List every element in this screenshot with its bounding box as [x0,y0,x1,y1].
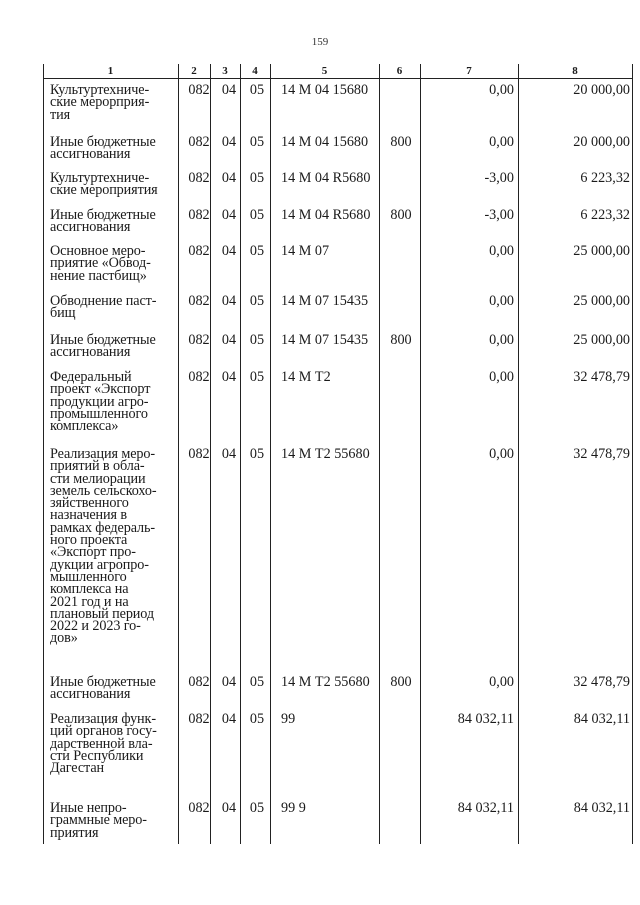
row-cell-c7: 84 032,11 [457,711,514,727]
row-cell-c7: 0,00 [489,134,514,150]
row-cell-c4: 05 [249,332,265,348]
row-cell-c7: 0,00 [489,369,514,385]
header-col-8: 8 [572,65,578,77]
row-cell-c2: 082 [188,134,210,150]
row-cell-c8: 32 478,79 [573,446,630,462]
table-body [43,64,633,844]
page-number: 159 [311,36,329,48]
row-cell-c7: 0,00 [489,293,514,309]
row-cell-c5: 14 М Т2 [281,369,331,385]
row-cell-c4: 05 [249,800,265,816]
row-cell-c5: 14 М 04 15680 [281,134,369,150]
row-cell-c2: 082 [188,711,210,727]
row-cell-c6: 800 [390,134,412,150]
row-cell-c5: 99 [281,711,296,727]
row-cell-c8: 20 000,00 [573,134,630,150]
row-cell-c3: 04 [221,446,237,462]
row-cell-c4: 05 [249,674,265,690]
row-cell-c5: 14 М 07 15435 [281,332,369,348]
row-cell-c3: 04 [221,674,237,690]
row-name-cell: Иные непро- граммные меро- приятия [50,800,147,841]
header-col-3: 3 [222,65,228,77]
row-cell-c8: 25 000,00 [573,243,630,259]
row-cell-c3: 04 [221,243,237,259]
row-name-cell: Культуртехниче- ские мерорприя- тия [50,82,150,123]
row-cell-c3: 04 [221,293,237,309]
row-cell-c5: 14 М 04 R5680 [281,207,371,223]
row-cell-c2: 082 [188,207,210,223]
row-cell-c2: 082 [188,446,210,462]
row-cell-c5: 14 М Т2 55680 [281,446,370,462]
row-cell-c3: 04 [221,207,237,223]
row-cell-c8: 25 000,00 [573,332,630,348]
row-cell-c3: 04 [221,800,237,816]
row-cell-c4: 05 [249,207,265,223]
row-name-cell: Иные бюджетные ассигнования [50,207,156,236]
row-cell-c3: 04 [221,711,237,727]
row-name-cell: Основное меро- приятие «Обвод- нение пастбищ» [50,243,151,284]
row-cell-c4: 05 [249,293,265,309]
row-cell-c2: 082 [188,332,210,348]
row-name-cell: Иные бюджетные ассигнования [50,674,156,703]
row-cell-c7: 0,00 [489,243,514,259]
row-cell-c2: 082 [188,170,210,186]
row-cell-c4: 05 [249,446,265,462]
row-cell-c5: 14 М 04 R5680 [281,170,371,186]
row-cell-c8: 6 223,32 [580,170,630,186]
row-cell-c3: 04 [221,134,237,150]
row-cell-c7: 84 032,11 [457,800,514,816]
row-name-cell: Реализация функ- ций органов госу- дарственной вла- сти Республики Дагестан [50,711,157,777]
row-name-cell: Реализация меро- приятий в обла- сти мелиорации земель сельскохо- зяйственного назначения в рамках федераль- ного проекта «Экспорт про- дукции агропро- мышленного комплекса на 2021 год и на плановый период 2022 и 2023 го- дов» [50,446,157,647]
row-cell-c3: 04 [221,369,237,385]
row-cell-c5: 14 М 07 15435 [281,293,369,309]
row-cell-c3: 04 [221,82,237,98]
header-col-7: 7 [466,65,472,77]
row-cell-c8: 20 000,00 [573,82,630,98]
row-cell-c8: 32 478,79 [573,369,630,385]
row-cell-c4: 05 [249,134,265,150]
header-col-6: 6 [396,65,403,77]
row-cell-c7: 0,00 [489,446,514,462]
row-cell-c5: 99 9 [281,800,306,816]
row-cell-c2: 082 [188,800,210,816]
row-cell-c2: 082 [188,674,210,690]
row-cell-c8: 84 032,11 [573,711,630,727]
row-cell-c4: 05 [249,711,265,727]
row-cell-c2: 082 [188,369,210,385]
row-cell-c5: 14 М 07 [281,243,330,259]
row-cell-c4: 05 [249,243,265,259]
row-cell-c4: 05 [249,369,265,385]
header-col-2: 2 [191,65,197,77]
row-cell-c2: 082 [188,82,210,98]
row-cell-c5: 14 М 04 15680 [281,82,369,98]
row-name-cell: Обводнение паст- бищ [50,293,157,322]
row-cell-c6: 800 [390,207,412,223]
row-cell-c2: 082 [188,293,210,309]
header-col-1: 1 [107,65,114,77]
row-cell-c8: 84 032,11 [573,800,630,816]
header-col-4: 4 [252,65,258,77]
row-cell-c8: 32 478,79 [573,674,630,690]
row-cell-c7: -3,00 [484,207,514,223]
row-cell-c2: 082 [188,243,210,259]
header-col-5: 5 [321,65,328,77]
row-cell-c4: 05 [249,170,265,186]
row-name-cell: Федеральный проект «Экспорт продукции агро- промышленного комплекса» [50,369,151,435]
row-cell-c7: 0,00 [489,674,514,690]
row-name-cell: Иные бюджетные ассигнования [50,332,156,361]
row-cell-c6: 800 [390,674,412,690]
row-cell-c4: 05 [249,82,265,98]
row-cell-c7: 0,00 [489,82,514,98]
row-cell-c8: 6 223,32 [580,207,630,223]
row-cell-c7: -3,00 [484,170,514,186]
row-cell-c6: 800 [390,332,412,348]
row-cell-c3: 04 [221,170,237,186]
row-cell-c8: 25 000,00 [573,293,630,309]
row-cell-c3: 04 [221,332,237,348]
row-cell-c7: 0,00 [489,332,514,348]
row-cell-c5: 14 М Т2 55680 [281,674,370,690]
row-name-cell: Культуртехниче- ские мероприятия [50,170,158,199]
row-name-cell: Иные бюджетные ассигнования [50,134,156,163]
